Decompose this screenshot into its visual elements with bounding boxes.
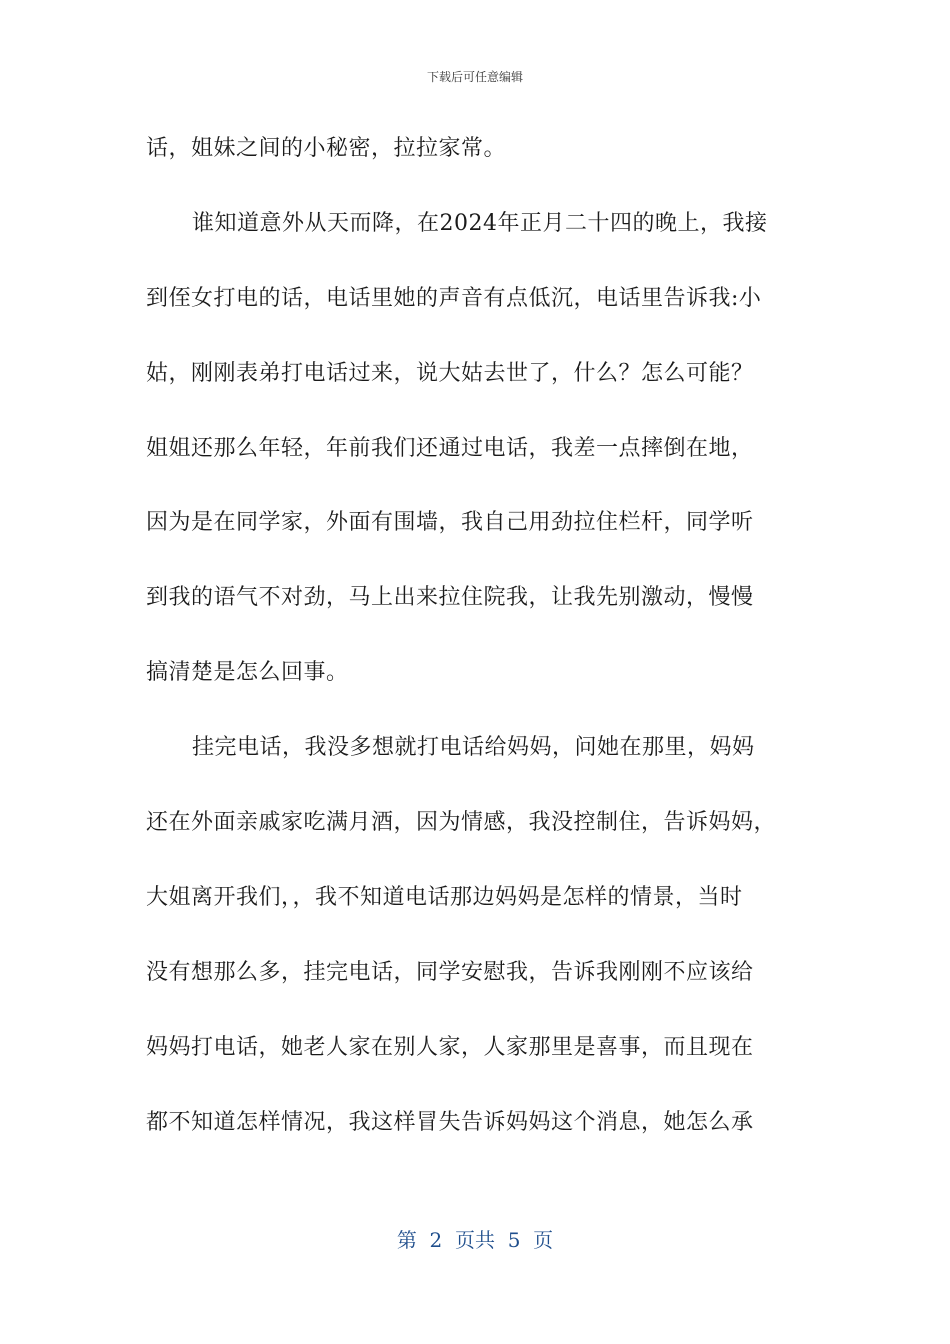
text-line: 挂完电话，我没多想就打电话给妈妈，问她在那里，妈妈	[192, 735, 755, 761]
header-note: 下载后可任意编辑	[426, 70, 523, 84]
text-line: 谁知道意外从天而降，在2024年正月二十四的晚上，我接	[192, 210, 768, 236]
text-line: 搞清楚是怎么回事。	[146, 660, 349, 686]
text-line: 因为是在同学家，外面有围墙，我自己用劲拉住栏杆，同学听	[146, 510, 754, 536]
text-line: 话，姐妹之间的小秘密，拉拉家常。	[146, 136, 507, 161]
text-line: 还在外面亲戚家吃满月酒，因为情感，我没控制住，告诉妈妈，	[146, 810, 777, 836]
page-number: 第 2 页共 5 页	[396, 1228, 554, 1252]
text-line: 妈妈打电话，她老人家在别人家，人家那里是喜事，而且现在	[146, 1034, 754, 1060]
text-line: 大姐离开我们，，我不知道电话那边妈妈是怎样的情景，当时	[146, 884, 743, 910]
page-footer	[0, 1224, 950, 1253]
text-line: 都不知道怎样情况，我这样冒失告诉妈妈这个消息，她怎么承	[146, 1109, 754, 1135]
document-body	[146, 112, 814, 1160]
text-line: 到侄女打电的话，电话里她的声音有点低沉，电话里告诉我:小	[146, 285, 762, 311]
text-line: 到我的语气不对劲，马上出来拉住院我，让我先别激动，慢慢	[146, 585, 754, 611]
text-line: 没有想那么多，挂完电话，同学安慰我，告诉我刚刚不应该给	[146, 959, 754, 985]
text-line: 姑，刚刚表弟打电话过来，说大姑去世了，什么？怎么可能？	[146, 360, 754, 386]
text-line: 姐姐还那么年轻，年前我们还通过电话，我差一点摔倒在地，	[146, 435, 754, 461]
